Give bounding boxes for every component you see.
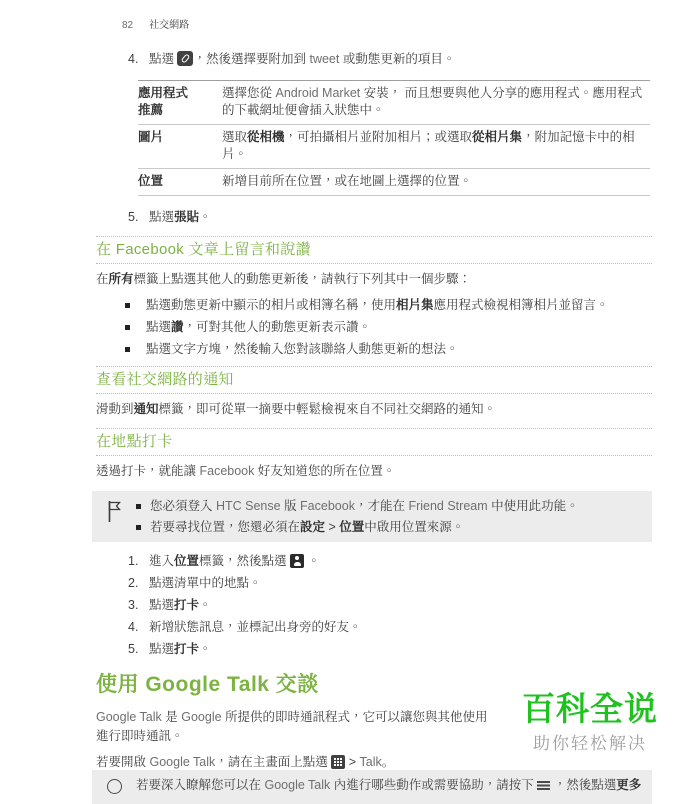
app-grid-icon xyxy=(331,755,345,769)
gtalk-intro-line1: Google Talk 是 Google 所提供的即時通訊程式，它可以讓您與其他使用 xyxy=(96,710,488,724)
numbered-step xyxy=(128,576,652,590)
attach-icon xyxy=(177,51,193,66)
note-text: 若要尋找位置，您還必須在設定 > 位置中啟用位置來源。 xyxy=(150,520,465,534)
table-row xyxy=(138,169,650,196)
note-text: 您必須登入 HTC Sense 版 Facebook，才能在 Friend Stream 中使用此功能。 xyxy=(150,499,579,513)
watermark-logo xyxy=(490,692,690,754)
step-text: 點選清單中的地點。 xyxy=(149,576,262,590)
step-number: 1. xyxy=(128,554,139,568)
chapter-title-google-talk: 使用 Google Talk 交談 xyxy=(96,673,319,696)
page-number: 82 xyxy=(122,20,134,31)
section-body: 透過打卡，就能讓 Facebook 好友知道您的所在位置。 xyxy=(96,464,396,478)
option-desc: 選取從相機，可拍攝相片並附加相片；或選取從相片集，附加記憶卡中的相片。 xyxy=(222,125,650,169)
step-number: 4. xyxy=(128,52,139,66)
table-row xyxy=(138,125,650,169)
step-number: 5. xyxy=(128,210,139,224)
numbered-step xyxy=(96,209,652,226)
step-text: 點選張貼。 xyxy=(149,210,212,224)
option-label: 位置 xyxy=(138,169,222,196)
square-bullet-icon xyxy=(125,303,130,308)
note-item xyxy=(136,520,579,534)
note-item xyxy=(136,499,579,513)
attach-options-table xyxy=(138,80,650,196)
option-label: 圖片 xyxy=(138,125,222,169)
list-item xyxy=(125,342,652,356)
square-bullet-icon xyxy=(136,504,141,509)
section-body: 滑動到通知標籤，即可從單一摘要中輕鬆檢視來自不同社交網路的通知。 xyxy=(96,402,497,416)
option-desc: 新增目前所在位置，或在地圖上選擇的位置。 xyxy=(222,169,650,196)
watermark-title: 百科全说 xyxy=(522,690,658,727)
step-text: 點選 ，然後選擇要附加到 tweet 或動態更新的項目。 xyxy=(149,52,456,66)
section-intro: 在所有標籤上點選其他人的動態更新後，請執行下列其中一個步驟： xyxy=(96,272,472,286)
list-item-text: 點選讚，可對其他人的動態更新表示讚。 xyxy=(146,320,372,334)
table-row xyxy=(138,81,650,125)
step-text: 新增狀態訊息，並標記出身旁的好友。 xyxy=(149,620,362,634)
tip-box xyxy=(92,770,652,804)
note-box xyxy=(92,491,652,542)
option-desc: 選擇您從 Android Market 安裝， 而且想要與他人分享的應用程式。應用程式的下載網址便會插入狀態中。 xyxy=(222,81,650,125)
tip-text: 若要深入瞭解您可以在 Google Talk 內進行哪些動作或需要協助，請按下 ，然後點選更多 xyxy=(136,778,642,792)
step-text: 點選打卡。 xyxy=(149,642,212,656)
running-header xyxy=(122,20,652,32)
numbered-step xyxy=(96,51,652,68)
numbered-step xyxy=(128,642,652,656)
list-item-text: 點選動態更新中顯示的相片或相簿名稱，使用相片集應用程式檢視相簿相片並留言。 xyxy=(146,298,609,312)
section-title-notifications: 查看社交網路的通知 xyxy=(96,366,652,394)
step-text: 進入位置標籤，然後點選 。 xyxy=(149,554,320,568)
numbered-step xyxy=(128,598,652,612)
checkin-steps-list xyxy=(96,554,652,656)
list-item xyxy=(125,320,652,334)
menu-icon xyxy=(537,781,550,790)
step-number: 5. xyxy=(128,642,139,656)
section-title-checkin: 在地點打卡 xyxy=(96,428,652,456)
bullet-list xyxy=(96,298,652,356)
flag-icon xyxy=(92,498,136,541)
section-title-comment-like: 在 Facebook 文章上留言和說讚 xyxy=(96,236,652,264)
person-pin-icon xyxy=(290,554,304,568)
option-label: 應用程式推薦 xyxy=(138,81,222,125)
gtalk-intro-line2: 進行即時通訊。 xyxy=(96,729,184,743)
step-number: 4. xyxy=(128,620,139,634)
step-number: 3. xyxy=(128,598,139,612)
chapter-name: 社交網路 xyxy=(149,20,190,31)
square-bullet-icon xyxy=(136,525,141,530)
numbered-step xyxy=(128,620,652,634)
list-item xyxy=(125,298,652,312)
step-number: 2. xyxy=(128,576,139,590)
watermark-subtitle: 助你轻松解决 xyxy=(533,734,647,753)
note-list xyxy=(136,499,579,541)
tip-icon xyxy=(92,777,136,804)
step-text: 點選打卡。 xyxy=(149,598,212,612)
numbered-step xyxy=(128,554,652,568)
list-item-text: 點選文字方塊，然後輸入您對該聯絡人動態更新的想法。 xyxy=(146,342,459,356)
gtalk-open-instruction: 若要開啟 Google Talk，請在主畫面上點選 > Talk。 xyxy=(96,755,395,769)
square-bullet-icon xyxy=(125,325,130,330)
square-bullet-icon xyxy=(125,347,130,352)
